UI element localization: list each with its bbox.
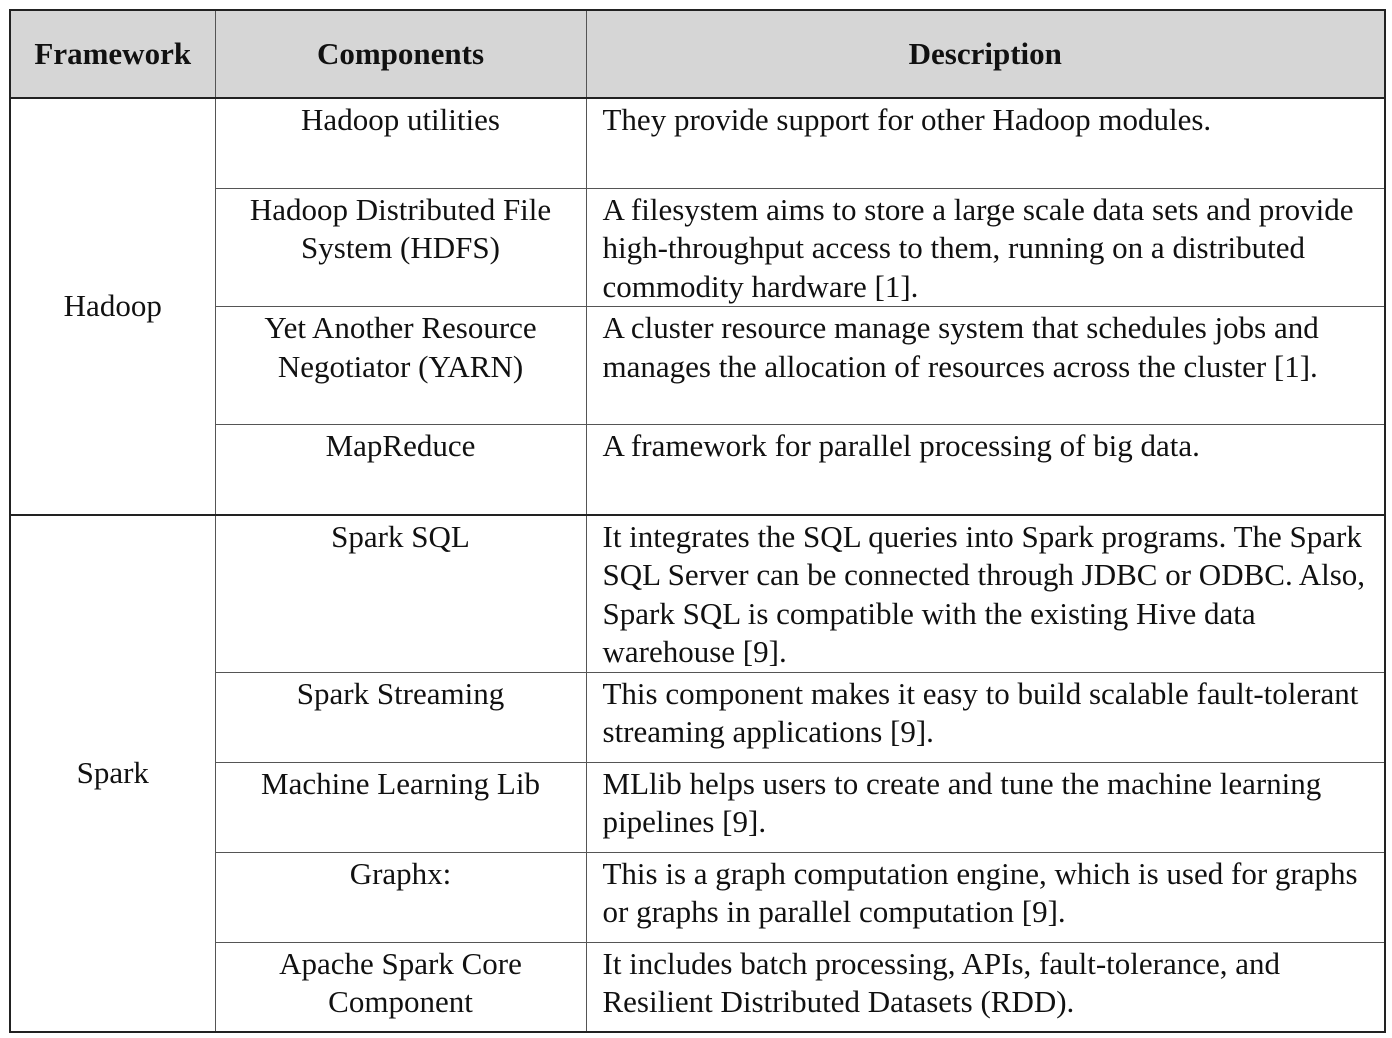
table-body	[10, 98, 1385, 1032]
description-cell: A cluster resource manage system that schedules jobs and manages the allocation of resources across the cluster [1].	[586, 307, 1385, 425]
header-framework: Framework	[10, 10, 215, 98]
component-cell: Hadoop Distributed File System (HDFS)	[215, 188, 586, 307]
description-cell: A filesystem aims to store a large scale data sets and provide high-throughput access to them, running on a distributed commodity hardware [1].	[586, 188, 1385, 307]
header-description: Description	[586, 10, 1385, 98]
description-cell: This component makes it easy to build scalable fault-tolerant streaming applications [9].	[586, 672, 1385, 762]
component-cell: Hadoop utilities	[215, 98, 586, 188]
table-row	[10, 762, 1385, 852]
table-row	[10, 852, 1385, 942]
framework-cell-hadoop: Hadoop	[10, 98, 215, 515]
table-row	[10, 425, 1385, 515]
table-row	[10, 672, 1385, 762]
description-cell: It includes batch processing, APIs, fault-tolerance, and Resilient Distributed Datasets (RDD).	[586, 942, 1385, 1032]
table-row	[10, 942, 1385, 1032]
component-cell: Yet Another Resource Negotiator (YARN)	[215, 307, 586, 425]
description-cell: It integrates the SQL queries into Spark programs. The Spark SQL Server can be connected through JDBC or ODBC. Also, Spark SQL is compatible with the existing Hive data warehouse [9].	[586, 515, 1385, 673]
component-cell: Spark SQL	[215, 515, 586, 673]
description-cell: A framework for parallel processing of big data.	[586, 425, 1385, 515]
component-cell: MapReduce	[215, 425, 586, 515]
component-cell: Apache Spark Core Component	[215, 942, 586, 1032]
component-cell: Graphx:	[215, 852, 586, 942]
description-cell: This is a graph computation engine, which is used for graphs or graphs in parallel computation [9].	[586, 852, 1385, 942]
table-header	[10, 10, 1385, 98]
description-cell: They provide support for other Hadoop modules.	[586, 98, 1385, 188]
table-row	[10, 515, 1385, 673]
component-cell: Machine Learning Lib	[215, 762, 586, 852]
table-row	[10, 98, 1385, 188]
table-row	[10, 307, 1385, 425]
table-row	[10, 188, 1385, 307]
header-row	[10, 10, 1385, 98]
header-components: Components	[215, 10, 586, 98]
frameworks-table	[9, 9, 1386, 1033]
description-cell: MLlib helps users to create and tune the machine learning pipelines [9].	[586, 762, 1385, 852]
framework-cell-spark: Spark	[10, 515, 215, 1033]
component-cell: Spark Streaming	[215, 672, 586, 762]
